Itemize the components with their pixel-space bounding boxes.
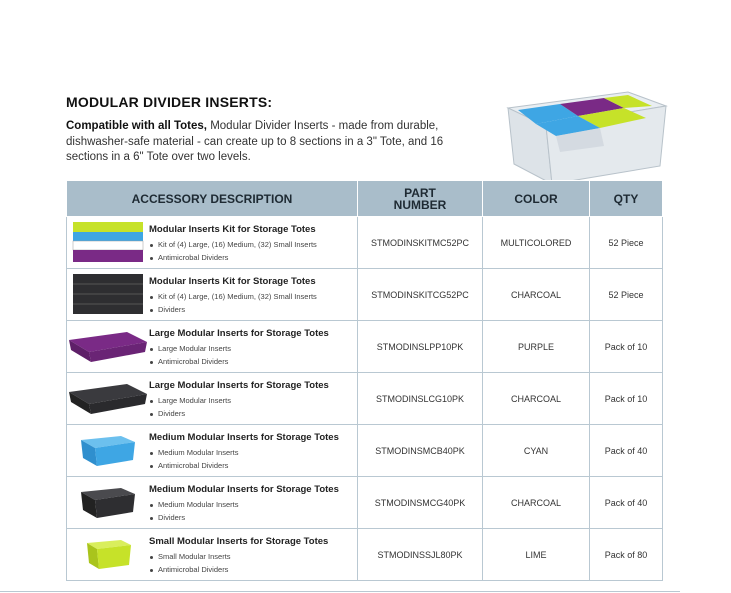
bullet-icon: [150, 244, 153, 247]
bullet-icon: [150, 296, 153, 299]
table-row: [67, 217, 663, 269]
row-title: Large Modular Inserts for Storage Totes: [149, 380, 329, 391]
row-qty: Pack of 10: [590, 373, 663, 425]
row-bullet: [149, 550, 328, 563]
row-bullet-text: Small Modular Inserts: [158, 552, 231, 561]
bullet-icon: [150, 517, 153, 520]
row-part-number: STMODINSLPP10PK: [358, 321, 483, 373]
bullet-icon: [150, 400, 153, 403]
row-description: [67, 373, 358, 425]
table-row: [67, 477, 663, 529]
header-part-number: [358, 181, 483, 217]
row-bullet-text: Dividers: [158, 513, 186, 522]
row-bullet: [149, 355, 329, 368]
row-bullet-text: Dividers: [158, 305, 186, 314]
row-color: MULTICOLORED: [483, 217, 590, 269]
multicolor-stack-icon: [67, 217, 149, 267]
bullet-icon: [150, 569, 153, 572]
table-row: [67, 269, 663, 321]
row-bullet-text: Large Modular Inserts: [158, 344, 231, 353]
intro-text: Modular Divider Inserts - made from durable, dishwasher-safe material - can create up to 8 sections in a 3" Tote, and 16 sections in a 6" Tote over two levels.: [66, 120, 444, 163]
row-bullet: [149, 498, 339, 511]
row-title: Modular Inserts Kit for Storage Totes: [149, 276, 316, 287]
row-qty: 52 Piece: [590, 217, 663, 269]
row-title: Medium Modular Inserts for Storage Totes: [149, 432, 339, 443]
row-qty: Pack of 10: [590, 321, 663, 373]
row-bullet: [149, 407, 329, 420]
row-bullet-text: Kit of (4) Large, (16) Medium, (32) Small Inserts: [158, 240, 317, 249]
medium-insert-icon: [67, 425, 149, 475]
row-qty: 52 Piece: [590, 269, 663, 321]
row-description: [67, 269, 358, 321]
row-part-number: STMODINSKITCG52PC: [358, 269, 483, 321]
tote-with-inserts-image: [500, 86, 670, 186]
row-title: Small Modular Inserts for Storage Totes: [149, 536, 329, 547]
header-part-line1: PART: [404, 185, 436, 200]
row-bullet: [149, 446, 339, 459]
row-color: PURPLE: [483, 321, 590, 373]
row-qty: Pack of 80: [590, 529, 663, 581]
table-row: [67, 373, 663, 425]
row-color: CHARCOAL: [483, 373, 590, 425]
charcoal-stack-icon: [67, 269, 149, 319]
bullet-icon: [150, 556, 153, 559]
row-description: [67, 425, 358, 477]
row-part-number: STMODINSMCB40PK: [358, 425, 483, 477]
bullet-icon: [150, 504, 153, 507]
intro-bold: Compatible with all Totes,: [66, 120, 207, 132]
row-color: LIME: [483, 529, 590, 581]
bullet-icon: [150, 348, 153, 351]
bullet-icon: [150, 413, 153, 416]
medium-insert-icon: [67, 477, 149, 527]
accessory-table: [66, 180, 663, 581]
row-bullet: [149, 459, 339, 472]
row-part-number: STMODINSKITMC52PC: [358, 217, 483, 269]
row-part-number: STMODINSSJL80PK: [358, 529, 483, 581]
row-bullet: [149, 290, 317, 303]
table-row: [67, 425, 663, 477]
row-bullet: [149, 238, 317, 251]
row-title: Modular Inserts Kit for Storage Totes: [149, 224, 316, 235]
row-color: CHARCOAL: [483, 269, 590, 321]
large-insert-icon: [67, 321, 149, 371]
row-bullet: [149, 563, 328, 576]
row-description: [67, 217, 358, 269]
row-bullet-text: Kit of (4) Large, (16) Medium, (32) Small Inserts: [158, 292, 317, 301]
row-color: CYAN: [483, 425, 590, 477]
row-description: [67, 477, 358, 529]
row-bullet-text: Large Modular Inserts: [158, 396, 231, 405]
page-heading: MODULAR DIVIDER INSERTS:: [66, 94, 273, 110]
intro-paragraph: [66, 119, 466, 166]
bullet-icon: [150, 309, 153, 312]
row-bullet-text: Antimicrobal Dividers: [158, 461, 229, 470]
row-bullet-text: Medium Modular Inserts: [158, 500, 239, 509]
row-qty: Pack of 40: [590, 425, 663, 477]
row-bullet-text: Antimicrobal Dividers: [158, 253, 229, 262]
row-qty: Pack of 40: [590, 477, 663, 529]
row-bullet-text: Antimicrobal Dividers: [158, 357, 229, 366]
row-bullet: [149, 394, 329, 407]
row-bullet: [149, 303, 317, 316]
table-row: [67, 529, 663, 581]
row-bullet-text: Antimicrobal Dividers: [158, 565, 229, 574]
large-insert-icon: [67, 373, 149, 423]
row-bullet: [149, 342, 329, 355]
row-title: Large Modular Inserts for Storage Totes: [149, 328, 329, 339]
header-color: COLOR: [483, 181, 590, 217]
bullet-icon: [150, 361, 153, 364]
table-row: [67, 321, 663, 373]
row-title: Medium Modular Inserts for Storage Totes: [149, 484, 339, 495]
row-color: CHARCOAL: [483, 477, 590, 529]
table-bottom-rule: [0, 591, 680, 592]
bullet-icon: [150, 452, 153, 455]
row-bullet: [149, 251, 317, 264]
row-bullet: [149, 511, 339, 524]
row-description: [67, 529, 358, 581]
row-part-number: STMODINSLCG10PK: [358, 373, 483, 425]
bullet-icon: [150, 465, 153, 468]
header-part-line2: NUMBER: [393, 197, 447, 212]
header-qty: QTY: [590, 181, 663, 217]
row-bullet-text: Medium Modular Inserts: [158, 448, 239, 457]
row-part-number: STMODINSMCG40PK: [358, 477, 483, 529]
row-description: [67, 321, 358, 373]
small-insert-icon: [67, 529, 149, 579]
row-bullet-text: Dividers: [158, 409, 186, 418]
bullet-icon: [150, 257, 153, 260]
header-description: ACCESSORY DESCRIPTION: [67, 181, 358, 217]
